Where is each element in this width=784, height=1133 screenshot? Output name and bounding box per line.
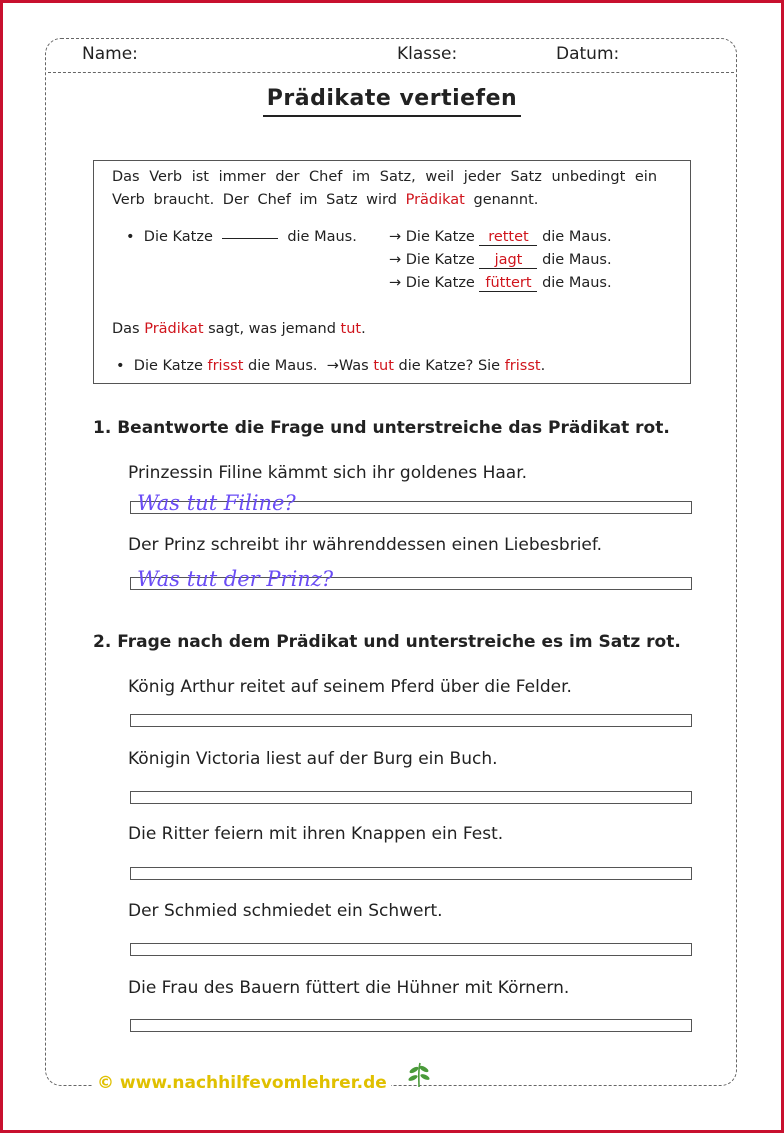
task-2-sentence-4: Der Schmied schmiedet ein Schwert. xyxy=(128,901,443,921)
example-2: • Die Katze frisst die Maus. →Was tut die Katze? Sie frisst. xyxy=(116,358,546,374)
name-label: Name: xyxy=(82,44,138,64)
task-2-heading: 2. Frage nach dem Prädikat und unterstreiche es im Satz rot. xyxy=(93,632,681,652)
example-sentence: • Die Katze die Maus. xyxy=(126,229,357,245)
page-title: Prädikate vertiefen xyxy=(0,86,784,111)
header-divider xyxy=(48,72,734,73)
leaf-icon xyxy=(407,1061,431,1089)
answer-line-5[interactable] xyxy=(130,867,692,880)
date-label: Datum: xyxy=(556,44,620,64)
handwritten-answer-2: Was tut der Prinz? xyxy=(137,567,334,591)
task-1-sentence-1: Prinzessin Filine kämmt sich ihr goldenes Haar. xyxy=(128,463,528,483)
variant-3: → Die Katze füttert die Maus. xyxy=(389,275,612,291)
task-2-sentence-2: Königin Victoria liest auf der Burg ein Buch. xyxy=(128,749,498,769)
footer-copyright[interactable]: © www.nachhilfevomlehrer.de xyxy=(93,1073,391,1093)
rule-sentence: Das Prädikat sagt, was jemand tut. xyxy=(112,321,366,337)
task-1-sentence-2: Der Prinz schreibt ihr währenddessen einen Liebesbrief. xyxy=(128,535,603,555)
variant-2: → Die Katze jagt die Maus. xyxy=(389,252,612,268)
variant-1: → Die Katze rettet die Maus. xyxy=(389,229,612,245)
answer-line-7[interactable] xyxy=(130,1019,692,1032)
task-2-sentence-3: Die Ritter feiern mit ihren Knappen ein Fest. xyxy=(128,824,504,844)
task-2-sentence-1: König Arthur reitet auf seinem Pferd über die Felder. xyxy=(128,677,572,697)
task-1-heading: 1. Beantworte die Frage und unterstreiche das Prädikat rot. xyxy=(93,418,670,438)
handwritten-answer-1: Was tut Filine? xyxy=(137,491,296,515)
task-2-sentence-5: Die Frau des Bauern füttert die Hühner mit Körnern. xyxy=(128,978,570,998)
answer-line-3[interactable] xyxy=(130,714,692,727)
info-line-1: Das Verb ist immer der Chef im Satz, weil jeder Satz unbedingt ein xyxy=(112,169,658,185)
answer-line-6[interactable] xyxy=(130,943,692,956)
class-label: Klasse: xyxy=(397,44,458,64)
info-box xyxy=(93,160,691,384)
blank-line xyxy=(222,237,278,239)
info-line-2: Verb braucht. Der Chef im Satz wird Prädikat genannt. xyxy=(112,192,539,208)
answer-line-4[interactable] xyxy=(130,791,692,804)
